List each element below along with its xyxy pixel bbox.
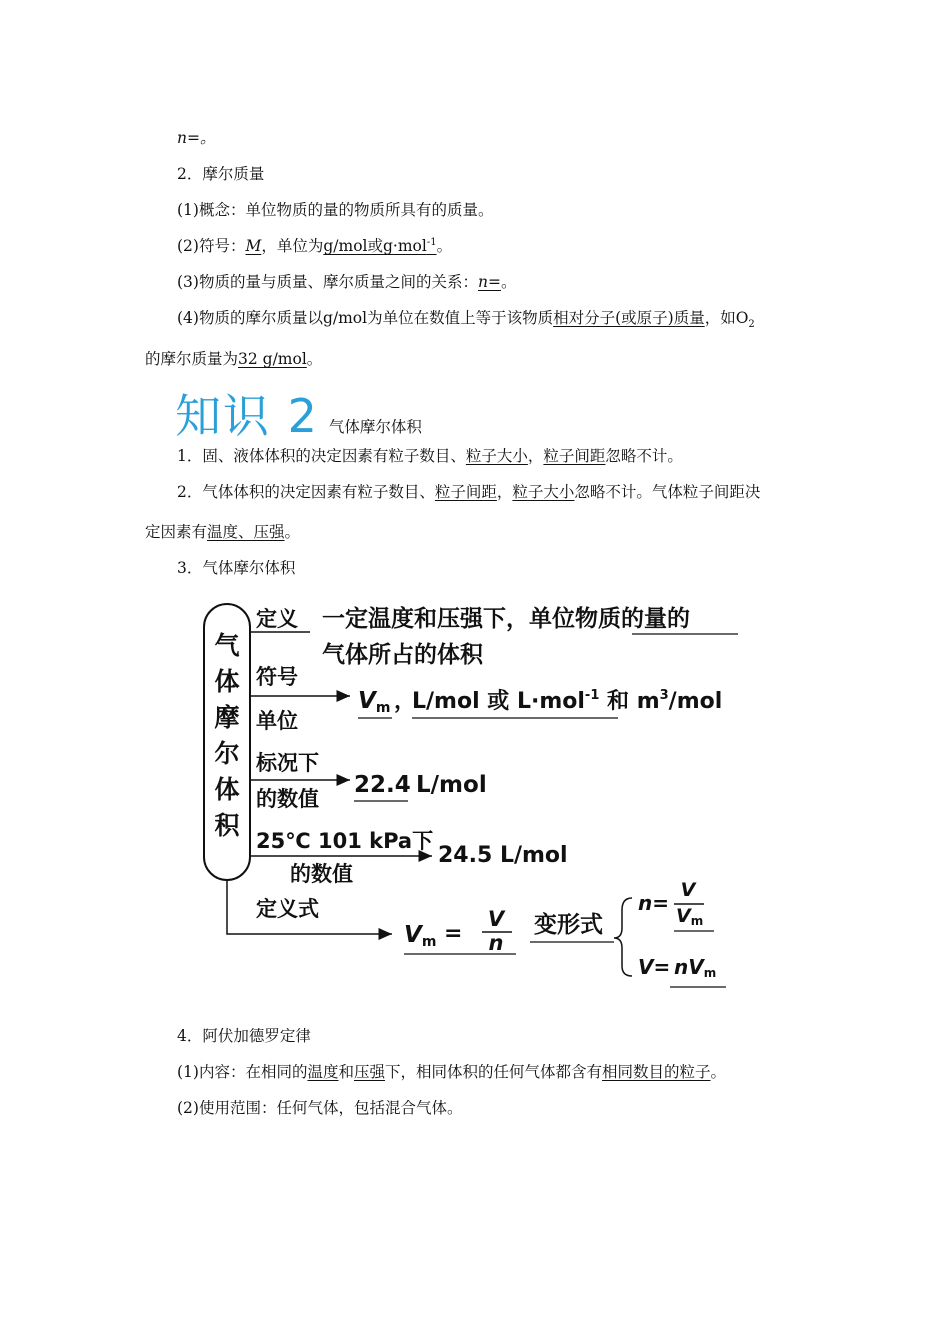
relative-mass-term: 相对分子(或原子)质量 bbox=[553, 309, 705, 327]
knowledge-subtitle: 气体摩尔体积 bbox=[328, 418, 422, 436]
n-eq-text: n=。 bbox=[177, 129, 216, 147]
stp-value: 22.4 bbox=[354, 772, 411, 798]
formula-n-den: Vm bbox=[676, 905, 704, 928]
formula-label: 定义式 bbox=[256, 897, 319, 921]
section-title-molar-mass: 2．摩尔质量 bbox=[177, 165, 265, 183]
molar-mass-symbol: M bbox=[245, 237, 262, 255]
formula-n-lhs: n= bbox=[638, 891, 669, 915]
vm-symbol: Vm bbox=[358, 688, 391, 716]
symbol-label: 符号 bbox=[256, 665, 298, 689]
units-text: L/mol 或 L·mol$^{-1}$ 和 $m^3$/mol bbox=[412, 688, 723, 714]
capsule-char: 尔 bbox=[214, 739, 240, 768]
capsule-char: 摩 bbox=[214, 703, 240, 732]
frac-denominator: n bbox=[488, 931, 504, 955]
molar-mass-example: 的摩尔质量为32 g/mol。 bbox=[145, 350, 323, 368]
k2-para-2: 2．气体体积的决定因素有粒子数目、粒子间距，粒子大小忽略不计。气体粒子间距决 bbox=[177, 483, 761, 501]
o2-molar-mass: 32 g/mol bbox=[238, 350, 307, 368]
stp-label-1: 标况下 bbox=[256, 751, 319, 775]
knowledge-heading bbox=[175, 380, 422, 443]
k2-para-1: 1．固、液体体积的决定因素有粒子数目、粒子大小，粒子间距忽略不计。 bbox=[177, 447, 683, 465]
stp-label-2: 的数值 bbox=[256, 787, 319, 811]
k2-para-3: 3．气体摩尔体积 bbox=[177, 559, 296, 577]
molar-mass-concept: (1)概念：单位物质的量的物质所具有的质量。 bbox=[177, 201, 494, 219]
capsule-char: 气 bbox=[214, 631, 240, 660]
t25-value: 24.5 L/mol bbox=[438, 843, 568, 868]
def-text-2: 气体所占的体积 bbox=[322, 642, 483, 668]
unit-label: 单位 bbox=[256, 709, 298, 733]
n-formula-line bbox=[177, 128, 215, 148]
def-text-1: 一定温度和压强下，单位物质的量的 bbox=[322, 606, 690, 632]
formula-v-lhs: V= bbox=[638, 955, 671, 979]
avogadro-title: 4．阿伏加德罗定律 bbox=[177, 1027, 311, 1045]
transform-label: 变形式 bbox=[534, 912, 603, 938]
def-label: 定义 bbox=[256, 607, 298, 631]
vm-formula: Vm bbox=[404, 922, 437, 950]
frac-numerator: V bbox=[487, 907, 505, 931]
brace bbox=[614, 898, 632, 976]
avogadro-scope: (2)使用范围：任何气体，包括混合气体。 bbox=[177, 1099, 463, 1117]
molar-mass-relation: (3)物质的量与质量、摩尔质量之间的关系：n=。 bbox=[177, 273, 517, 291]
capsule-char: 体 bbox=[214, 775, 240, 804]
avogadro-content: (1)内容：在相同的温度和压强下，相同体积的任何气体都含有相同数目的粒子。 bbox=[177, 1063, 727, 1081]
capsule-char: 积 bbox=[214, 811, 240, 840]
k2-para-2-cont: 定因素有温度、压强。 bbox=[145, 523, 301, 541]
molar-mass-unit: g/mol或g·mol$^{-1}$ bbox=[323, 236, 437, 255]
comma: ， bbox=[394, 689, 417, 714]
t25-label-1: 25℃ 101 kPa下 bbox=[256, 829, 434, 853]
molar-mass-symbol-line: (2)符号：M，单位为g/mol或g·mol$^{-1}$。 bbox=[177, 236, 453, 255]
formula-n-num: V bbox=[680, 879, 696, 901]
molar-volume-diagram bbox=[200, 598, 780, 998]
relation-formula: n= bbox=[477, 273, 501, 291]
eq-sign: = bbox=[444, 921, 463, 946]
knowledge-number: 知识 2 bbox=[175, 389, 319, 443]
formula-v-rhs: nVm bbox=[674, 955, 717, 980]
molar-mass-numeric-line: (4)物质的摩尔质量以g/mol为单位在数值上等于该物质相对分子(或原子)质量，如$O_2$ bbox=[177, 309, 755, 331]
stp-unit: L/mol bbox=[416, 772, 487, 798]
t25-label-2: 的数值 bbox=[290, 862, 353, 886]
capsule-char: 体 bbox=[214, 667, 240, 696]
